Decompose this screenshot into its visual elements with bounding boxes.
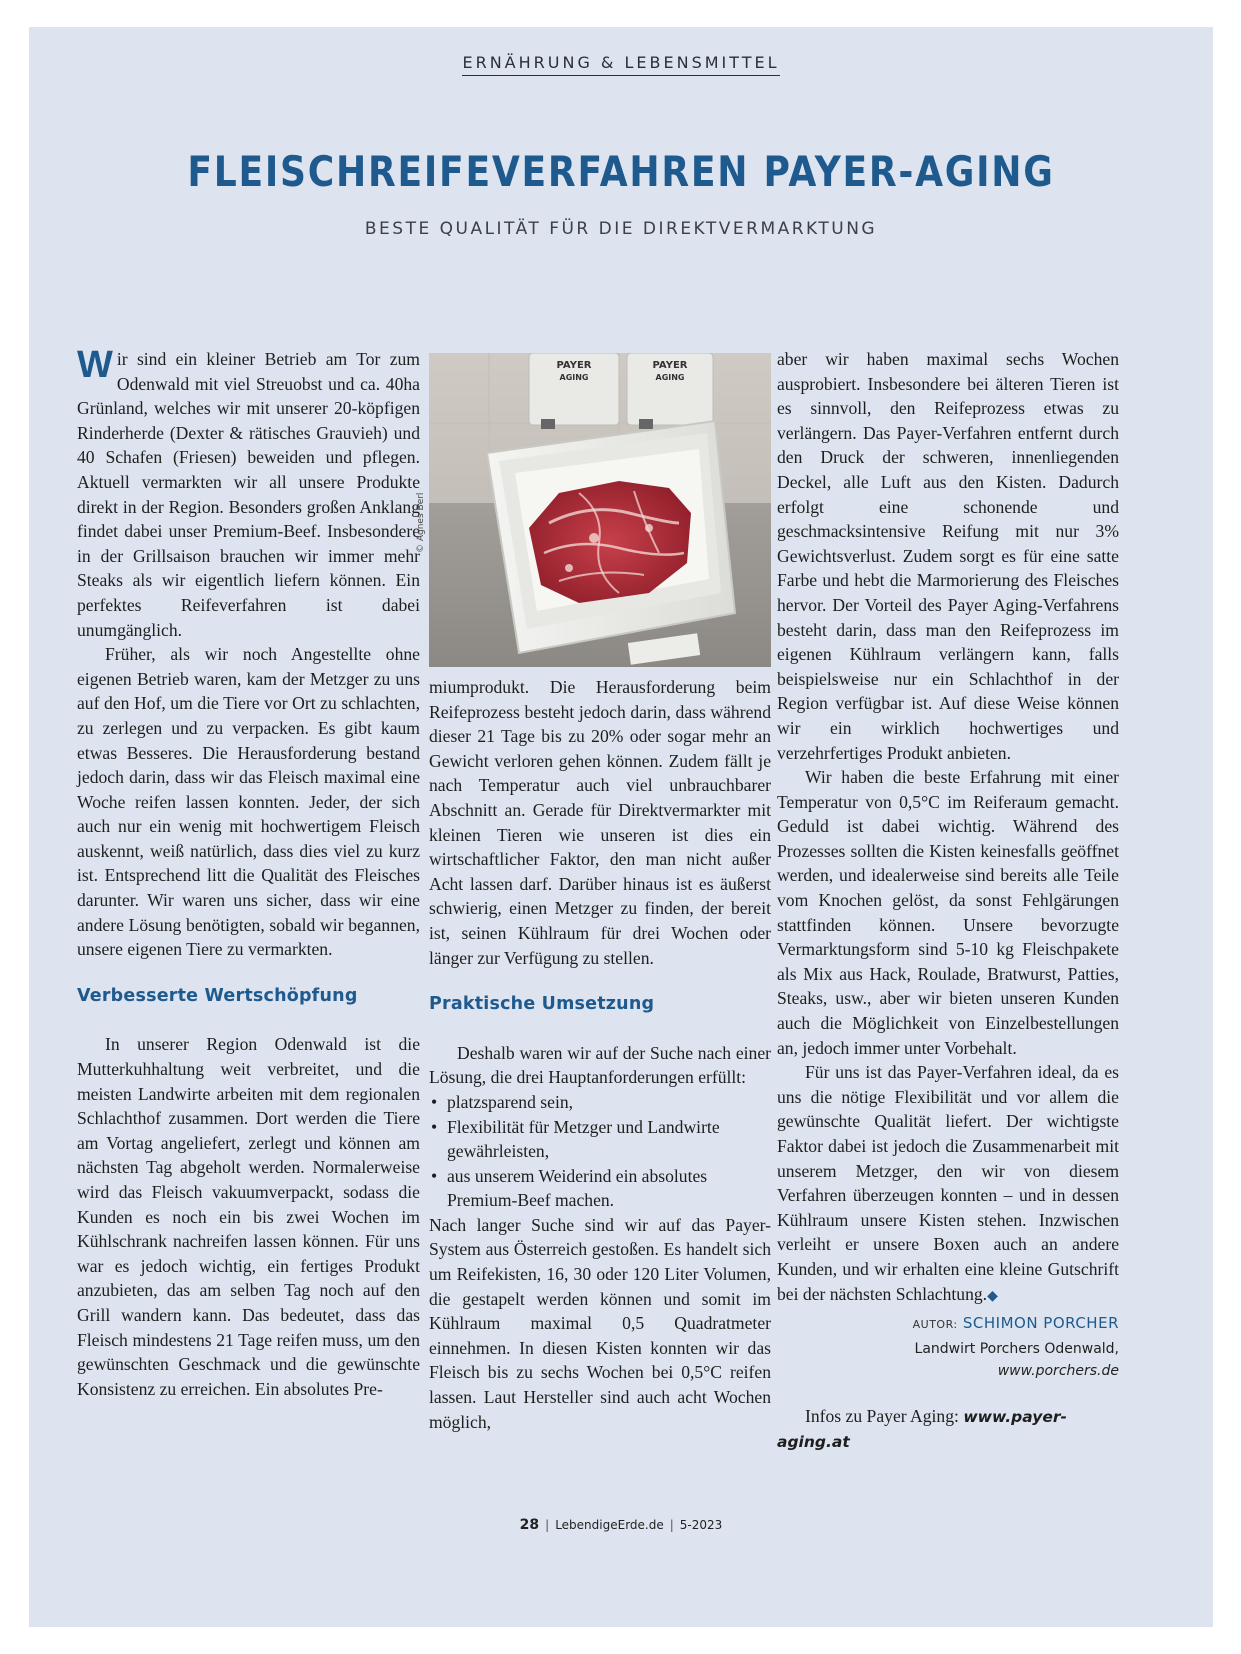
infos-line [777, 1404, 1119, 1455]
article-column-1 [77, 344, 420, 1401]
list-item: • Flexibilität für Metzger und Landwirte gewährleisten, [429, 1115, 771, 1164]
paragraph: Wir haben die beste Erfahrung mit einer Temperatur von 0,5°C im Reiferaum gemacht. Geduld ist dabei wichtig. Während des Prozesses sollten die Kisten keinesfalls geöffnet werden, und idealerweise sind bereits alle Teile vom Knochen gelöst, da sonst Fehlgärungen stattfinden können. Unsere bevorzugte Vermarktungsform sind 5-10 kg Fleischpakete als Mix aus Hack, Roulade, Bratwurst, Patties, Steaks, usw., aber wir bieten unseren Kunden auch die Möglichkeit von Einzelbestellungen an, jedoch immer unter Vorbehalt. [777, 767, 1119, 1058]
section-label [29, 53, 1213, 76]
author-prefix: AUTOR: [912, 1318, 958, 1332]
subheading-umsetzung: Praktische Umsetzung [429, 994, 655, 1015]
magazine-name: LebendigeErde.de [555, 1518, 664, 1532]
page-footer: 28 | LebendigeErde.de | 5-2023 [519, 1517, 723, 1533]
paragraph: Deshalb waren wir auf der Suche nach einer Lösung, die drei Hauptanforderungen erfüllt: [429, 1042, 771, 1088]
closing-text: Für uns ist das Payer-Verfahren ideal, da es uns die nötige Flexibilität und vor allem die gewünschte Qualität liefert. Der wichtigste Faktor dabei ist jedoch die Zusammenarbeit mit unserem Metzger, den wir von diesem Verfahren überzeugen konnten – und in dessen Kühlraum unsere Kisten stehen. Inzwischen verleiht er unsere Boxen auch an andere Kunden, und wir erhalten eine kleine Gutschrift bei der nächsten Schlachtung. [777, 1062, 1119, 1304]
author-role: Landwirt Porchers Odenwald, [914, 1340, 1119, 1357]
subheading-wertschoepfung: Verbesserte Wertschöpfung [77, 985, 358, 1006]
payer-aging-link[interactable]: www.payer-aging.at [777, 1407, 1067, 1452]
author-line [777, 1311, 1119, 1338]
box-label-2: PAYER [652, 360, 688, 371]
paragraph: In unserer Region Odenwald ist die Mutterkuhhaltung weit verbreitet, und die meisten Landwirte arbeiten mit dem regionalen Schlachthof zusammen. Dort werden die Tiere am Vortag angeliefert, zerlegt und können am nächsten Tag abgeholt werden. Normalerweise wird das Fleisch vakuumverpackt, sodass die Kunden es noch ein bis zwei Wochen im Kühlschrank nachreifen lassen können. Für uns war es jedoch wichtig, ein fertiges Produkt anzubieten, das am selben Tag noch auf den Grill wandern kann. Das bedeutet, dass das Fleisch mindestens 21 Tage reifen muss, um den gewünschten Geschmack und die gewünschte Konsistenz zu erreichen. Ein absolutes Pre- [77, 1034, 420, 1399]
list-item: • aus unserem Weiderind ein absolutes Premium-Beef machen. [429, 1164, 771, 1213]
article-column-3 [777, 347, 1119, 1455]
author-block [777, 1311, 1119, 1382]
infos-label: Infos zu Payer Aging: [805, 1405, 959, 1426]
author-name: SCHIMON PORCHER [962, 1314, 1119, 1333]
end-mark-icon: ◆ [987, 1288, 998, 1304]
svg-text:AGING: AGING [559, 373, 589, 382]
article-column-2 [416, 353, 771, 1434]
issue-number: 5-2023 [679, 1518, 723, 1532]
closing-paragraph [777, 1060, 1119, 1309]
section-label-text: ERNÄHRUNG & LEBENSMITTEL [462, 53, 779, 76]
list-item: • platzsparend sein, [429, 1090, 771, 1115]
intro-text: ir sind ein kleiner Betrieb am Tor zum Odenwald mit viel Streuobst und ca. 40ha Grünland, welches wir mit unserer 20-köpfigen Rinderherde (Dexter & rätisches Grauvieh) und 40 Schafen (Friesen) beweiden und pflegen. Aktuell vermarkten wir all unsere Produkte direkt in der Region. Besonders großen Anklang findet dabei unser Premium-Beef. Insbesondere in der Grillsaison brauchen wir immer mehr Steaks als wir eigentlich liefern können. Ein perfektes Reifeverfahren ist dabei unumgänglich. [77, 349, 420, 640]
article-subtitle: BESTE QUALITÄT FÜR DIE DIREKTVERMARKTUNG [364, 219, 878, 239]
drop-cap: W [77, 344, 113, 386]
requirements-list [429, 1090, 771, 1213]
paragraph: Nach langer Suche sind wir auf das Payer-System aus Österreich gestoßen. Es handelt sich um Reifekisten, 16, 30 oder 120 Liter Volumen, die gestapelt werden können und somit im Kühlraum maximal 0,5 Quadratmeter einnehmen. In diesen Kisten konnten wir das Fleisch bis zu sechs Wochen bei 0,5°C reifen lassen. Laut Hersteller sind auch acht Wochen möglich, [429, 1214, 771, 1432]
photo-credit: © Agnes Berl [416, 492, 426, 553]
paragraph: Früher, als wir noch Angestellte ohne eigenen Betrieb waren, kam der Metzger zu uns auf den Hof, um die Tiere vor Ort zu schlachten, zu zerlegen und zu verpacken. Es gibt kaum etwas Besseres. Die Herausforderung bestand jedoch darin, dass wir das Fleisch maximal eine Woche reifen lassen konnten. Jeder, der sich auch nur ein wenig mit hochwertigem Fleisch auskennt, weiß natürlich, dass dies viel zu kurz ist. Entsprechend litt die Qualität des Fleisches darunter. Wir waren uns sicher, dass wir eine andere Lösung benötigten, sobald wir begannen, unsere eigenen Tiere zu vermarkten. [77, 644, 420, 960]
svg-text:AGING: AGING [655, 373, 685, 382]
article-title: FLEISCHREIFEVERFAHREN PAYER-AGING [187, 147, 1055, 196]
author-url-link[interactable]: www.porchers.de [997, 1362, 1119, 1379]
paragraph: aber wir haben maximal sechs Wochen ausprobiert. Insbesondere bei älteren Tieren ist es sinnvoll, den Reifeprozess etwas zu verlängern. Das Payer-Verfahren entfernt durch den Druck der schweren, innenliegenden Deckel, alle Luft aus den Kisten. Dadurch erfolgt eine schonende und geschmacksintensive Reifung mit nur 3% Gewichtsverlust. Zudem sorgt es für eine satte Farbe und hebt die Marmorierung des Fleisches hervor. Der Vorteil des Payer Aging-Verfahrens besteht darin, dass man den Reifeprozess im eigenen Kühlraum verlängern kann, falls beispielsweise nur ein Schlachthof in der Region verfügbar ist. Auf diese Weise können wir ein wirklich hochwertiges und verzehrfertiges Produkt anbieten. [777, 349, 1119, 763]
intro-paragraph [77, 344, 420, 642]
box-label-1: PAYER [556, 360, 592, 371]
paragraph: miumprodukt. Die Herausforderung beim Reifeprozess besteht jedoch darin, dass während dieser 21 Tage bis zu 20% oder sogar mehr an Gewicht verloren gehen können. Zudem fällt je nach Temperatur auch viel unbrauchbarer Abschnitt an. Gerade für Direktvermarkter mit kleinen Tieren wie unseren ist dies ein wirtschaftlicher Faktor, den man nicht außer Acht lassen darf. Darüber hinaus ist es äußerst schwierig, einen Metzger zu finden, der bereit ist, seinen Kühlraum für drei Wochen oder länger zur Verfügung zu stellen. [429, 677, 771, 968]
page-number: 28 [519, 1517, 540, 1533]
magazine-page [29, 27, 1213, 1627]
meat-aging-box-photo [429, 353, 771, 667]
photo-figure [416, 353, 771, 667]
